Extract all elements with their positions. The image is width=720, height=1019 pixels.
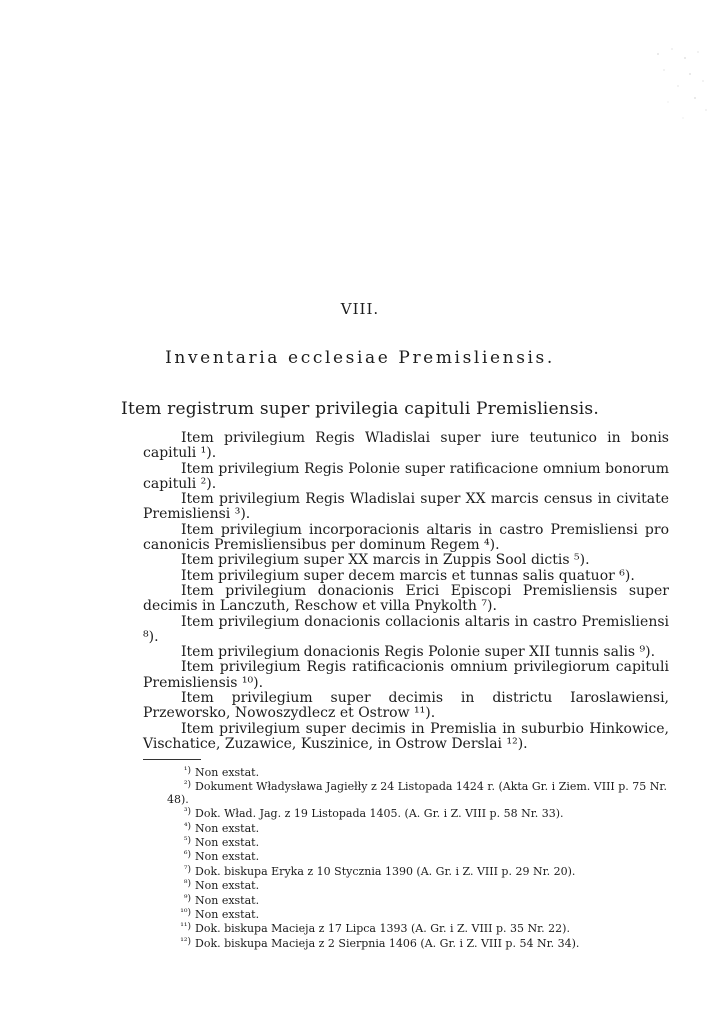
footnote bbox=[143, 921, 669, 935]
page-title: Inventaria ecclesiae Premisliensis. bbox=[165, 348, 555, 368]
footnote-number: ²) bbox=[183, 780, 191, 791]
list-item: Item privilegium super XX marcis in Zuppis Sool dictis ⁵). bbox=[181, 552, 590, 569]
footnote-number: ⁹) bbox=[183, 893, 191, 904]
paper-specks bbox=[650, 40, 710, 130]
footnote bbox=[143, 864, 669, 878]
footnote bbox=[143, 878, 669, 892]
footnote-text: Non exstat. bbox=[195, 766, 260, 779]
footnote bbox=[143, 821, 669, 835]
footnote-text: Dok. biskupa Macieja z 17 Lipca 1393 (A. Gr. i Z. VIII p. 35 Nr. 22). bbox=[195, 922, 570, 936]
list-item: Item privilegium Regis Polonie super ratificacione omnium bonorum capituli ²). bbox=[143, 460, 669, 492]
footnote-number: ⁵) bbox=[183, 836, 191, 847]
list-item: Item privilegium super decimis in districtu Iaroslawiensi, Przeworsko, Nowoszydlecz et Ostrow ¹¹). bbox=[143, 690, 669, 722]
footnote-text: Non exstat. bbox=[195, 850, 260, 864]
list-item: Item privilegium Regis ratificacionis omnium privilegiorum capituli Premisliensis ¹⁰). bbox=[143, 659, 669, 691]
footnote-text: Non exstat. bbox=[195, 836, 260, 850]
footnote-text: Non exstat. bbox=[195, 893, 260, 907]
footnote bbox=[143, 907, 669, 921]
footnote-divider bbox=[143, 759, 201, 760]
list-item: Item privilegium donacionis Erici Episcopi Premisliensis super decimis in Lanczuth, Reschow et villa Pnykolth ⁷). bbox=[143, 582, 669, 615]
footnote bbox=[143, 893, 669, 907]
footnote-text: Dok. biskupa Eryka z 10 Stycznia 1390 (A. Gr. i Z. VIII p. 29 Nr. 20). bbox=[195, 864, 576, 878]
footnotes bbox=[143, 765, 669, 950]
footnote bbox=[143, 849, 669, 863]
entry-list bbox=[143, 431, 669, 752]
footnote-number: ³) bbox=[183, 807, 191, 818]
list-item: Item privilegium donacionis collacionis altaris in castro Premisliensi ⁸). bbox=[143, 613, 669, 645]
list-item: Item privilegium Regis Wladislai super iure teutunico in bonis capituli ¹). bbox=[143, 430, 669, 462]
section-number: VIII. bbox=[340, 300, 380, 318]
footnote-number: ¹) bbox=[183, 766, 191, 776]
list-item: Item privilegium super decem marcis et tunnas salis quatuor ⁶). bbox=[181, 567, 635, 584]
footnote bbox=[143, 765, 669, 779]
footnote bbox=[143, 806, 669, 820]
list-item: Item privilegium super decimis in Premislia in suburbio Hinkowice, Vischatice, Zuzawice, Kuszinice, in Ostrow Derslai ¹²). bbox=[143, 720, 669, 752]
footnote-text: Non exstat. bbox=[195, 908, 260, 922]
footnote-number: ⁸) bbox=[183, 879, 191, 890]
footnote-text: Non exstat. bbox=[195, 821, 260, 835]
footnote-number: ¹²) bbox=[180, 936, 191, 947]
footnote-text: Dok. biskupa Macieja z 2 Sierpnia 1406 (A. Gr. i Z. VIII p. 54 Nr. 34). bbox=[195, 936, 580, 950]
footnote-number: ⁷) bbox=[183, 864, 191, 875]
footnote-number: ¹⁰) bbox=[180, 908, 191, 919]
footnote bbox=[143, 779, 669, 806]
footnote-number: ¹¹) bbox=[180, 922, 191, 933]
footnote-number: ⁴) bbox=[183, 821, 191, 832]
page-subtitle: Item registrum super privilegia capituli Premisliensis. bbox=[121, 399, 599, 419]
footnote-text: Dokument Władysława Jagiełły z 24 Listopada 1424 r. (Akta Gr. i Ziem. VIII p. 75 Nr. 48). bbox=[167, 780, 667, 806]
footnote bbox=[143, 936, 669, 950]
footnote-number: ⁶) bbox=[183, 850, 191, 861]
footnote-text: Non exstat. bbox=[195, 879, 260, 893]
footnote-text: Dok. Wład. Jag. z 19 Listopada 1405. (A. Gr. i Z. VIII p. 58 Nr. 33). bbox=[195, 807, 564, 821]
list-item: Item privilegium donacionis Regis Polonie super XII tunnis salis ⁹). bbox=[181, 644, 656, 661]
footnote bbox=[143, 835, 669, 849]
list-item: Item privilegium Regis Wladislai super XX marcis census in civitate Premisliensi ³). bbox=[143, 491, 669, 523]
list-item: Item privilegium incorporacionis altaris in castro Premisliensi pro canonicis Premisliensibus per dominum Regem ⁴). bbox=[143, 521, 669, 554]
